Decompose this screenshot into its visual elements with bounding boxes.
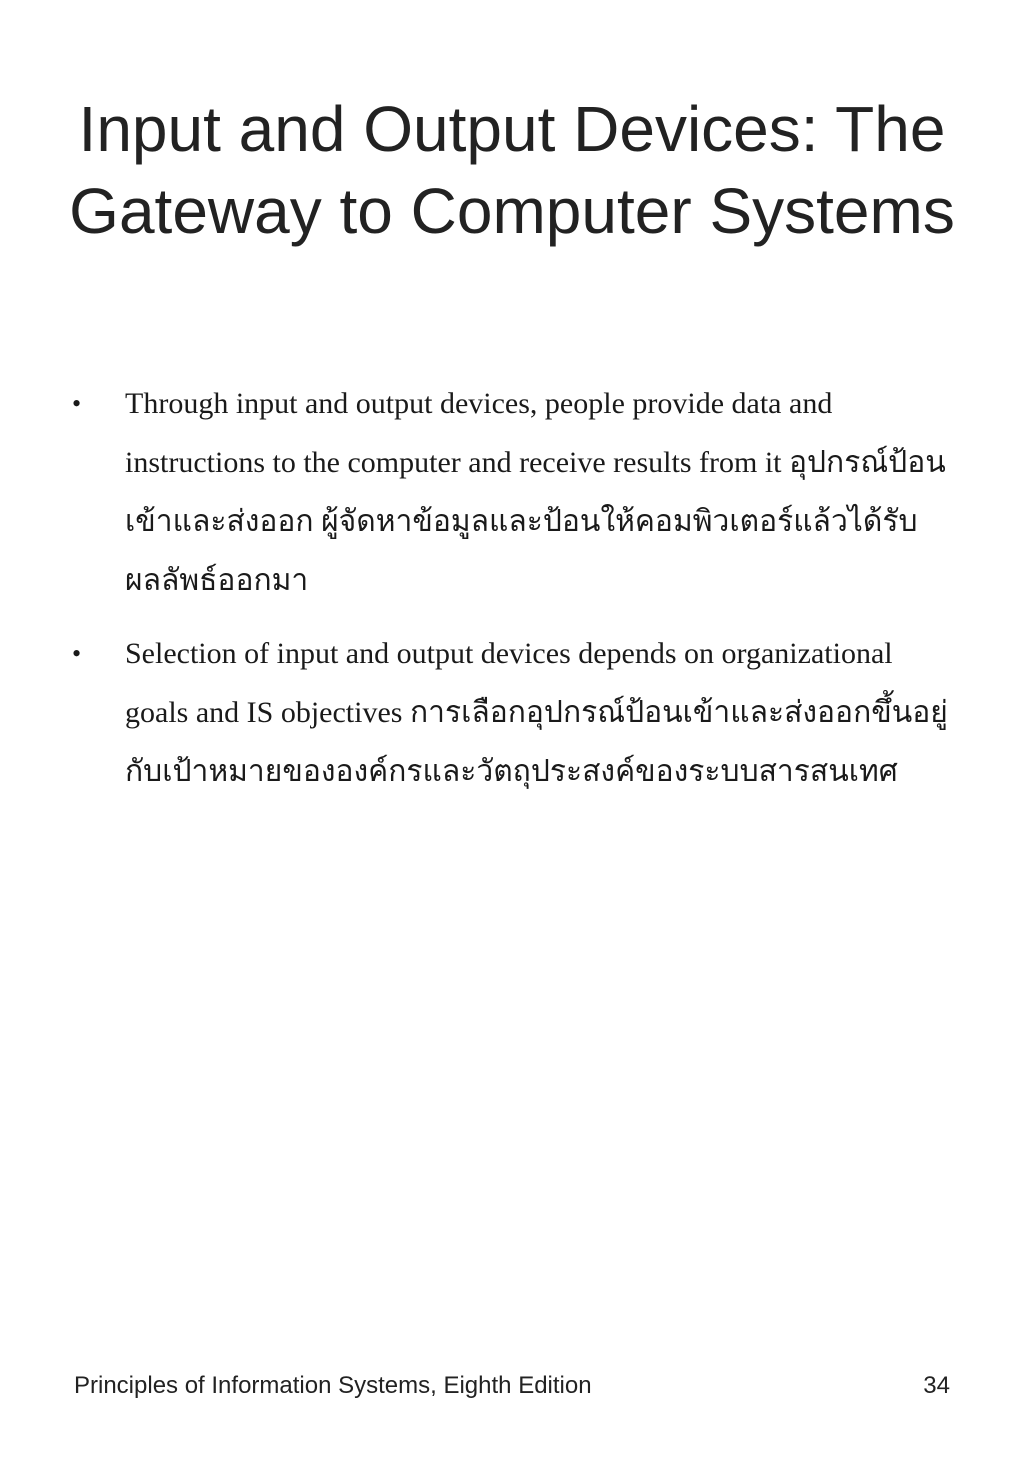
bullet-marker: • — [72, 389, 82, 418]
footer-book-title: Principles of Information Systems, Eighth Edition — [74, 1372, 592, 1399]
bullet-text-thai: การเลือกอุปกรณ์ป้อนเข้าและส่งออกขึ้นอยู่กับเป้าหมายขององค์กรและวัตถุประสงค์ของระบบสารสนเทศ — [125, 696, 948, 788]
bullet-list — [0, 374, 1024, 801]
slide-title: Input and Output Devices: The Gateway to Computer Systems — [69, 93, 955, 247]
bullet-item — [0, 374, 1024, 610]
bullet-marker: • — [72, 639, 82, 668]
footer-page-number: 34 — [923, 1372, 950, 1399]
bullet-item — [0, 624, 1024, 801]
bullet-text-english: Through input and output devices, people provide data and instructions to the computer and receive results from it — [125, 387, 833, 479]
bullet-text-english: Selection of input and output devices depends on organizational goals and IS objectives — [125, 637, 893, 729]
bullet-text-thai: อุปกรณ์ป้อนเข้าและส่งออก ผู้จัดหาข้อมูลและป้อนให้คอมพิวเตอร์แล้วได้รับผลลัพธ์ออกมา — [125, 446, 946, 597]
